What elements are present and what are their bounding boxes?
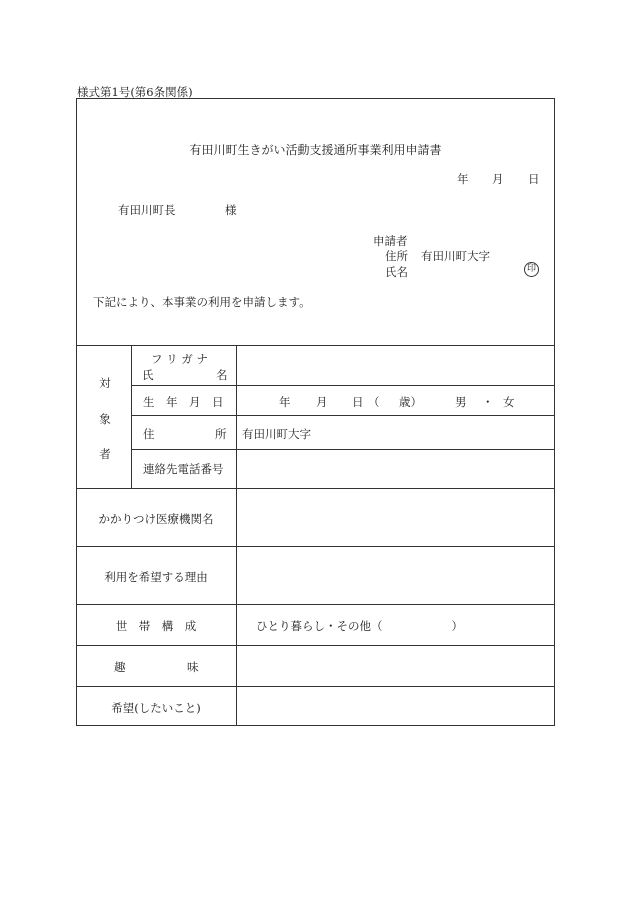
dob-year: 年 [279,395,291,409]
applicant-label: 申請者 [373,234,408,248]
statement-text: 下記により、本事業の利用を申請します。 [93,295,311,309]
form-number: 様式第1号(第6条関係) [77,85,193,99]
dob-label: 生 年 月 日 [143,395,224,409]
applicant-name-label: 氏名 [385,265,408,279]
divider-subject-2 [131,415,555,416]
divider-header [76,345,555,346]
divider-label-vertical [236,345,237,726]
date-month-label: 月 [492,172,504,186]
dob-age-unit: 歳） [399,395,422,409]
sex-separator: ・ [482,395,494,409]
dob-day: 日 [352,395,364,409]
divider-subject-vertical [131,345,132,488]
date-year-label: 年 [457,172,469,186]
dob-month: 月 [316,395,328,409]
divider-subject-1 [131,385,555,386]
household-label: 世 帯 構 成 [115,619,197,633]
sex-male: 男 [455,395,467,409]
divider-row-reason [76,546,555,547]
subject-address-label-2: 所 [215,427,227,441]
divider-row-hobby [76,645,555,646]
sex-female: 女 [503,395,515,409]
reason-label: 利用を希望する理由 [104,570,208,584]
form-title: 有田川町生きがい活動支援通所事業利用申請書 [189,143,442,157]
divider-row-wish [76,686,555,687]
subject-address-value: 有田川町大字 [242,427,311,441]
furigana-label: フ リ ガ ナ [151,352,208,366]
addressee-honorific: 様 [225,203,237,217]
date-day-label: 日 [528,172,540,186]
seal-mark: 印 [524,262,539,277]
divider-subject-3 [131,449,555,450]
wish-label: 希望(したいこと) [111,701,201,715]
subject-label-char-1: 対 [99,376,111,390]
subject-name-label-1: 氏 [142,368,154,382]
subject-name-label-2: 名 [216,368,228,382]
subject-label-char-2: 象 [99,412,111,426]
applicant-address-label: 住所 [385,249,408,263]
divider-row-doctor [76,488,555,489]
hobby-label-1: 趣 [114,660,126,674]
phone-label: 連絡先電話番号 [143,462,224,476]
subject-address-label-1: 住 [143,427,155,441]
dob-age-open: （ [368,395,380,409]
doctor-label: かかりつけ医療機関名 [98,512,214,526]
household-value: ひとり暮らし・その他（ ） [256,619,463,633]
subject-label-char-3: 者 [99,447,111,461]
applicant-address-value: 有田川町大字 [421,249,490,263]
divider-row-household [76,604,555,605]
addressee-name: 有田川町長 [118,203,176,217]
hobby-label-2: 味 [187,660,199,674]
